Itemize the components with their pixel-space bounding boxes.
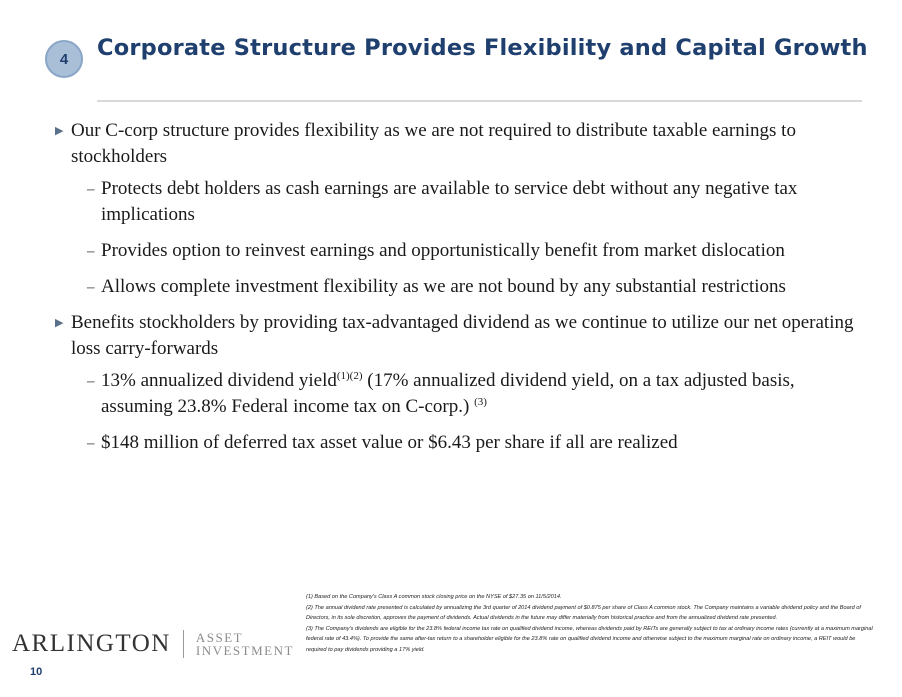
logo-name: ARLINGTON [12, 630, 171, 657]
dash-bullet-icon: – [86, 240, 96, 262]
footnote: (3) The Company's dividends are eligible for the 23.8% federal income tax rate on qualified dividend income, whereas dividends paid by REITs are generally subject to tax at ordinary income rates (currently at a maximum marginal federal rate of 43.4%). To provide the same after-tax return to a shareholder eligible for the 23.8% rate on qualified dividend income and otherwise subject to the maximum marginal rate on ordinary income, a REIT would be required to pay dividends providing a 17% yield. [306, 625, 873, 653]
title-divider [97, 100, 862, 102]
bullet-item [55, 118, 855, 170]
sub-bullet-text-part: (17% annualized dividend yield, on a tax adjusted basis, assuming 23.8% Federal income tax on C-corp.) [101, 370, 795, 417]
logo-subtitle [196, 631, 294, 657]
slide-title: Corporate Structure Provides Flexibility and Capital Growth [97, 35, 868, 61]
footnote-ref: (3) [474, 396, 487, 408]
logo-line-2: INVESTMENT [195, 643, 294, 658]
dash-bullet-icon: – [86, 178, 96, 200]
sub-bullet-text: $148 million of deferred tax asset value or $6.43 per share if all are realized [101, 432, 678, 453]
footnote: (2) The annual dividend rate presented is calculated by annualizing the 3rd quarter of 2014 dividend payment of $0.875 per share of Class A common stock. The Company maintains a variable dividend policy and the Board of Directors, in its sole discretion, approves the payment of dividends. Actual dividends in the future may differ materially from historical practice and from the annualized dividend rate presented. [306, 604, 861, 622]
footnotes [306, 592, 876, 656]
sub-bullet-item [55, 430, 855, 456]
dash-bullet-icon: – [86, 370, 96, 392]
bullet-text: Our C-corp structure provides flexibility as we are not required to distribute taxable earnings to stockholders [71, 120, 796, 167]
sub-bullet-item [55, 238, 855, 264]
footnote: (1) Based on the Company's Class A common stock closing price on the NYSE of $27.35 on 11/5/2014. [306, 594, 562, 600]
bullet-item [55, 310, 855, 362]
bullet-text: Benefits stockholders by providing tax-advantaged dividend as we continue to utilize our net operating loss carry-forwards [71, 312, 854, 359]
sub-bullet-item [55, 368, 855, 420]
sub-bullet-text: Allows complete investment flexibility as we are not bound by any substantial restrictions [101, 276, 786, 297]
section-number-badge: 4 [45, 40, 83, 78]
dash-bullet-icon: – [86, 432, 96, 454]
sub-bullet-text: Protects debt holders as cash earnings are available to service debt without any negative tax implications [101, 178, 798, 225]
logo-line-1: ASSET [195, 630, 244, 645]
page-number: 10 [30, 666, 43, 678]
dash-bullet-icon: – [86, 276, 96, 298]
sub-bullet-item [55, 274, 855, 300]
triangle-bullet-icon: ▶ [55, 124, 64, 137]
footnote-ref: (1)(2) [336, 370, 363, 382]
sub-bullet-item [55, 176, 855, 228]
logo-divider [183, 630, 184, 658]
triangle-bullet-icon: ▶ [55, 316, 64, 329]
sub-bullet-text-part: 13% annualized dividend yield [101, 370, 337, 391]
company-logo [12, 630, 294, 658]
slide-body [55, 118, 855, 466]
sub-bullet-text: Provides option to reinvest earnings and opportunistically benefit from market dislocation [101, 240, 785, 261]
